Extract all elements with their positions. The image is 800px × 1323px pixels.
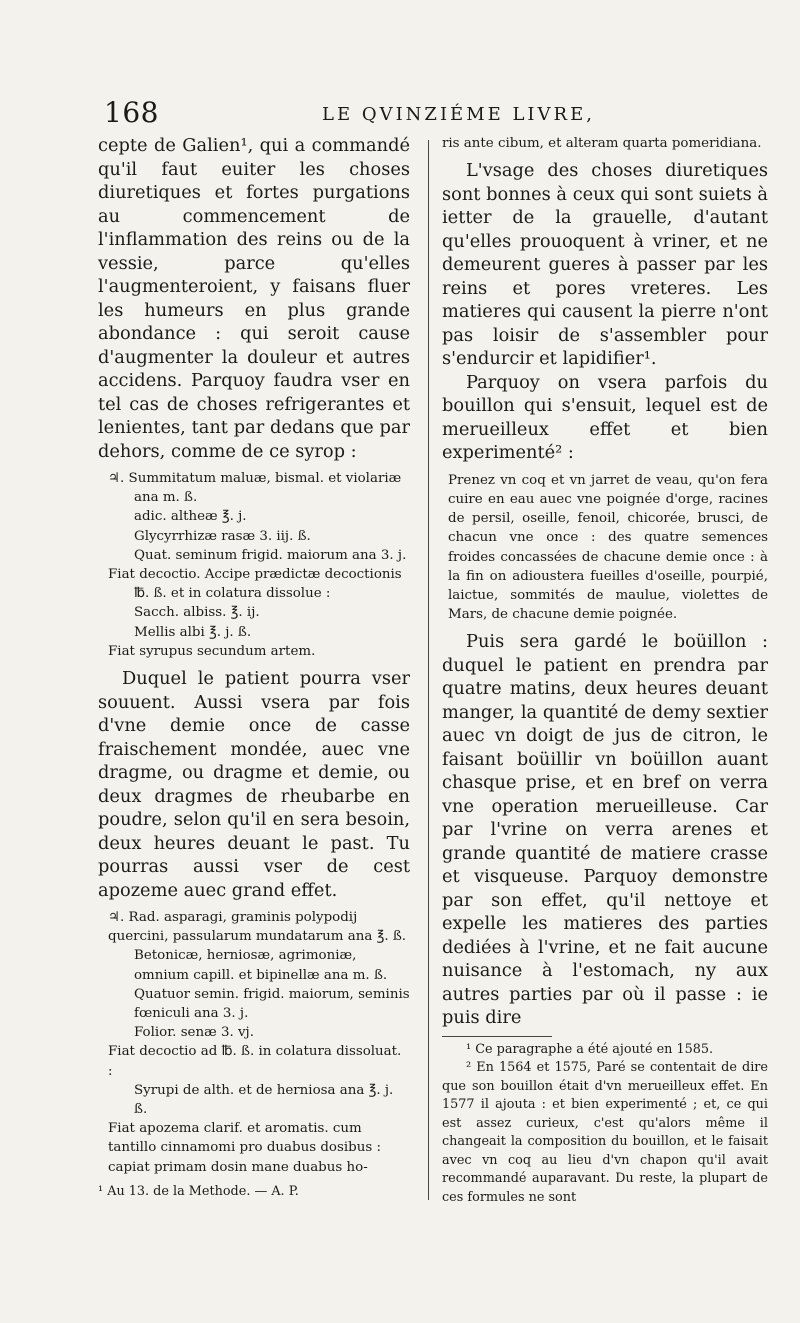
right-column	[442, 134, 768, 1207]
rx-line: Glycyrrhizæ rasæ 3. iij. ß.	[134, 528, 311, 544]
rx-line: ♃. Summitatum maluæ, bismal. et violariæ	[108, 471, 402, 486]
prescription-syrup	[98, 469, 410, 661]
right-paragraph-3: Puis sera gardé le boüillon : duquel le patient en prendra par quatre matins, deux heures deuant manger, la quantité de demy sextier auec vn doigt de jus de citron, le faisant boüillir vn boüillon auant chasque prise, et en bref on verra vne operation merueilleuse. Car par l'vrine on verra arenes et grande quantité de matiere crasse et visqueuse. Parquoy demonstre par son effet, qu'il nettoye et expelle les matieres des parties dediées à l'vrine, et ne fait aucune nuisance à l'estomach, ny aux autres parties par où il passe : ie puis dire	[442, 631, 768, 1029]
right-paragraph-2: Parquoy on vsera parfois du bouillon qui s'ensuit, lequel est de merueilleux effet et bien experimenté² :	[442, 371, 768, 464]
rx-line: Quatuor semin. frigid. maiorum, seminis fœniculi ana 3. j.	[134, 986, 410, 1022]
rx-line: ℔. ß. et in colatura dissolue :	[134, 586, 331, 602]
left-column	[98, 134, 410, 1201]
prescription-apozeme	[98, 908, 410, 1177]
rx-line: Fiat decoctio. Accipe prædictæ decoctionis	[108, 567, 402, 583]
right-footnote-2: ² En 1564 et 1575, Paré se contentait de dire que son bouillon était d'vn merueilleux effet. En 1577 il ajouta : et bien experimenté ; et, ce qui est assez curieux, c'est qu'alors même il changeait la composition du bouillon, et le faisait avec vn coq au lieu d'vn chapon qu'il avait recommandé auparavant. Du reste, la plupart de ces formules ne sont	[442, 1060, 768, 1205]
right-paragraph-1: L'vsage des choses diuretiques sont bonnes à ceux qui sont suiets à ietter de la grauelle, d'autant qu'elles prouoquent à vriner, et ne demeurent gueres à passer par les reins et pores vreteres. Les matieres qui causent la pierre n'ont pas loisir de s'assembler pour s'endurcir et lapidifier¹.	[442, 160, 768, 370]
rx-line: Fiat apozema clarif. et aromatis. cum tantillo cinnamomi pro duabus dosibus : capiat primam dosin mane duabus ho-	[108, 1121, 381, 1175]
rx-line: Folior. senæ 3. vj.	[134, 1025, 254, 1041]
left-paragraph-1: cepte de Galien¹, qui a commandé qu'il faut euiter les choses diuretiques et fortes purgations au commencement de l'inflammation des reins ou de la vessie, parce qu'elles l'augmenteroient, y faisans fluer les humeurs en plus grande abondance : qui seroit cause d'augmenter la douleur et autres accidens. Parquoy faudra vser en tel cas de choses refrigerantes et lenientes, tant par dedans que par dehors, comme de ce syrop :	[98, 135, 410, 462]
page-number: 168	[104, 96, 159, 129]
column-divider	[428, 140, 429, 1200]
left-footnote: ¹ Au 13. de la Methode. — A. P.	[98, 1183, 299, 1199]
rx-line: adic. altheæ ℥. j.	[134, 509, 247, 525]
right-footnote-1: ¹ Ce paragraphe a été ajouté en 1585.	[466, 1041, 714, 1057]
rx-line: Sacch. albiss. ℥. ij.	[134, 605, 260, 621]
rx-line: Betonicæ, herniosæ, agrimoniæ, omnium capill. et bipinellæ ana m. ß.	[134, 948, 388, 983]
rx-line: ana m. ß.	[134, 490, 198, 506]
running-head: LE QVINZIÉME LIVRE,	[322, 104, 595, 125]
rx-line: Syrupi de alth. et de herniosa ana ℥. j. ß.	[134, 1082, 394, 1118]
rx-line: Fiat syrupus secundum artem.	[108, 643, 316, 659]
rx-line: Quat. seminum frigid. maiorum ana 3. j.	[134, 547, 407, 563]
rx-line: Mellis albi ℥. j. ß.	[134, 624, 252, 640]
rx-line: ♃. Rad. asparagi, graminis polypodij quercini, passularum mundatarum ana ℥. ß.	[108, 910, 407, 945]
left-paragraph-2: Duquel le patient pourra vser souuent. Aussi vsera par fois d'vne demie once de casse fraischement mondée, auec vne dragme, ou dragme et demie, ou deux dragmes de rheubarbe en poudre, selon qu'il en sera besoin, deux heures deuant le past. Tu pourras aussi vser de cest apozeme auec grand effet.	[98, 668, 410, 901]
footnote-rule	[442, 1036, 552, 1037]
bouillon-recipe: Prenez vn coq et vn jarret de veau, qu'on fera cuire en eau auec vne poignée d'orge, racines de persil, oseille, fenoil, chicorée, brusci, de chacun vne once : des quatre semences froides concassées de chacune demie once : à la fin on adioustera fueilles d'oseille, pourpié, laictue, sommités de maulue, violettes de Mars, de chacune demie poignée.	[448, 472, 768, 623]
rx-line: Fiat decoctio ad ℔. ß. in colatura dissoluat. :	[108, 1044, 402, 1079]
right-continuation: ris ante cibum, et alteram quarta pomeridiana.	[442, 136, 762, 151]
